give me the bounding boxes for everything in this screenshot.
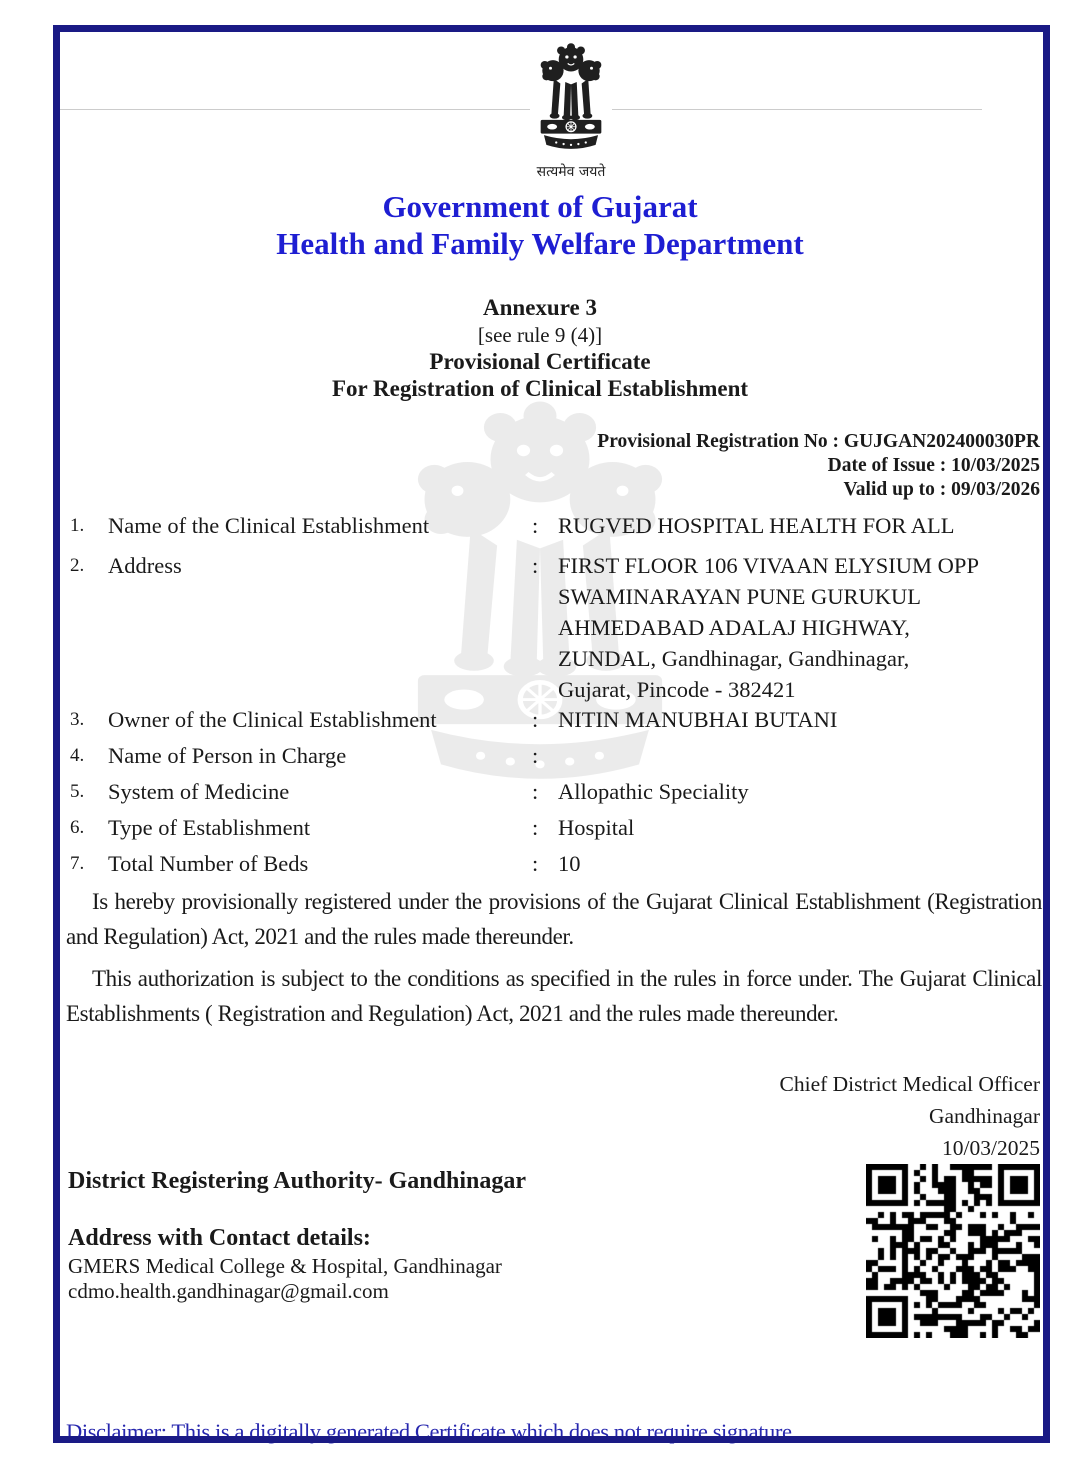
rule-reference: [see rule 9 (4)] bbox=[477, 323, 603, 347]
contact-details-heading: Address with Contact details: bbox=[68, 1225, 371, 1251]
authority-address: GMERS Medical College & Hospital, Gandhinagar bbox=[68, 1254, 502, 1278]
establishment-type: Hospital bbox=[558, 815, 635, 840]
authority-email: cdmo.health.gandhinagar@gmail.com bbox=[68, 1279, 389, 1303]
issue-date-line: Date of Issue : 10/03/2025 bbox=[827, 455, 1040, 476]
emblem-caption: सत्यमेव जयते bbox=[536, 164, 606, 180]
field-row-owner: 3. Owner of the Clinical Establishment : NITIN MANUBHAI BUTANI bbox=[70, 708, 1045, 732]
signatory-title: Chief District Medical Officer bbox=[779, 1072, 1040, 1096]
valid-upto-date: 09/03/2026 bbox=[951, 479, 1040, 500]
field-row-address: 2. Address : FIRST FLOOR 106 VIVAAN ELYSIUM OPP SWAMINARAYAN PUNE GURUKUL AHMEDABAD ADALAJ HIGHWAY, ZUNDAL, Gandhinagar, Gandhinagar, Gujarat, Pincode - 382421 bbox=[70, 550, 1045, 705]
national-emblem-icon bbox=[530, 40, 612, 161]
authorization-statement: This authorization is subject to the conditions as specified in the rules in force under. The Gujarat Clinical Establishments ( Registration and Regulation) Act, 2021 and the rules made thereunder. bbox=[66, 966, 1042, 1026]
field-row-person-in-charge: 4. Name of Person in Charge : bbox=[70, 744, 1045, 768]
person-in-charge bbox=[558, 744, 1045, 768]
establishment-name: RUGVED HOSPITAL HEALTH FOR ALL bbox=[558, 513, 955, 538]
system-of-medicine: Allopathic Speciality bbox=[558, 779, 749, 804]
registration-details bbox=[597, 430, 1040, 502]
owner-name: NITIN MANUBHAI BUTANI bbox=[558, 707, 838, 732]
registering-authority-heading: District Registering Authority- Gandhinagar bbox=[68, 1168, 526, 1194]
registration-statement: Is hereby provisionally registered under the provisions of the Gujarat Clinical Establishment (Registration and Regulation) Act, 2021 and the rules made thereunder. bbox=[66, 889, 1042, 949]
signatory-place: Gandhinagar bbox=[928, 1104, 1040, 1128]
field-row-system-of-medicine: 5. System of Medicine : Allopathic Speciality bbox=[70, 780, 1045, 804]
signatory-block bbox=[780, 1068, 1041, 1164]
registration-number: GUJGAN202400030PR bbox=[843, 431, 1040, 452]
field-row-establishment-type: 6. Type of Establishment : Hospital bbox=[70, 816, 1045, 840]
certificate-title: Provisional Certificate bbox=[429, 349, 651, 374]
header-divider bbox=[57, 109, 982, 110]
field-row-name: 1. Name of the Clinical Establishment : RUGVED HOSPITAL HEALTH FOR ALL bbox=[70, 514, 1045, 538]
establishment-address: FIRST FLOOR 106 VIVAAN ELYSIUM OPP SWAMINARAYAN PUNE GURUKUL AHMEDABAD ADALAJ HIGHWAY, ZUNDAL, Gandhinagar, Gandhinagar, Gujarat, Pincode - 382421 bbox=[558, 553, 979, 702]
issue-date: 10/03/2025 bbox=[951, 455, 1040, 476]
establishment-fields bbox=[70, 514, 1045, 888]
field-row-total-beds: 7. Total Number of Beds : 10 bbox=[70, 852, 1045, 876]
certificate-subtitle: For Registration of Clinical Establishment bbox=[331, 376, 749, 401]
department-title: Health and Family Welfare Department bbox=[276, 226, 804, 261]
qr-code bbox=[866, 1164, 1040, 1338]
valid-upto-line: Valid up to : 09/03/2026 bbox=[843, 479, 1040, 500]
government-title: Government of Gujarat bbox=[382, 189, 698, 224]
signatory-date: 10/03/2025 bbox=[942, 1136, 1040, 1160]
total-beds: 10 bbox=[558, 851, 581, 876]
disclaimer-text: Disclaimer: This is a digitally generated Certificate which does not require signature. bbox=[66, 1419, 797, 1444]
annexure-heading: Annexure 3 bbox=[483, 295, 597, 320]
registration-number-line: Provisional Registration No : GUJGAN202400030PR bbox=[597, 431, 1040, 452]
